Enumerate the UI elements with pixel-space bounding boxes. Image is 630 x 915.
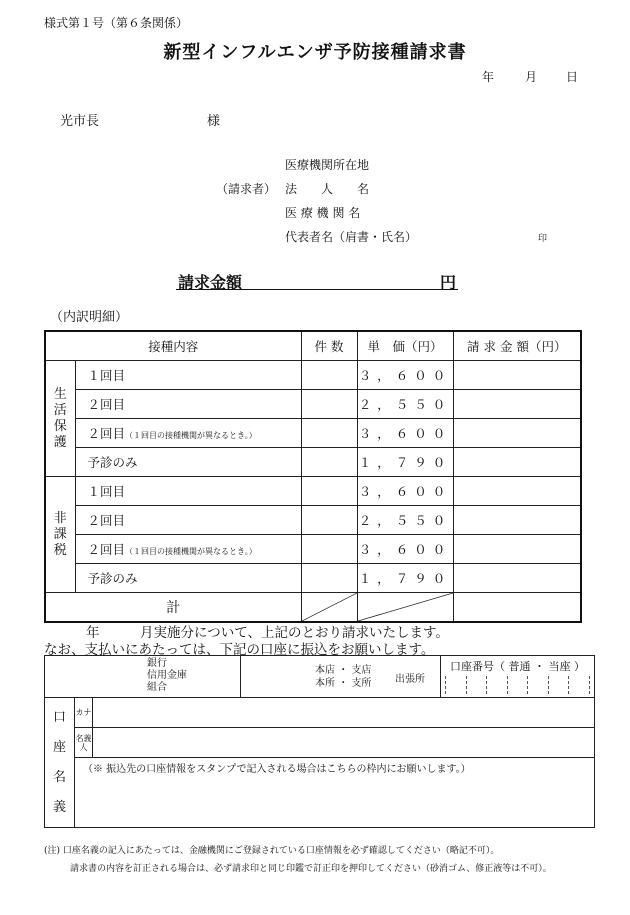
row-item: １回目	[75, 477, 301, 506]
breakdown-label: （内訳明細）	[50, 310, 129, 325]
detail-table	[44, 330, 582, 623]
account-number-cell[interactable]	[441, 656, 595, 698]
slash-line	[302, 593, 357, 621]
table-header-row	[45, 331, 581, 361]
row-item: ２回目（１回目の接種機関が異なるとき。）	[75, 419, 301, 448]
amount-cell[interactable]	[453, 361, 581, 390]
header-count: 件 数	[301, 331, 357, 361]
table-row	[45, 477, 581, 506]
total-count-slashed	[301, 593, 357, 623]
applicant-representative-label: 代表者名（肩書・氏名）	[285, 230, 418, 244]
statement-2: なお、支払いにあたっては、下記の口座に振込をお願いします。	[44, 642, 435, 658]
kana-row	[45, 698, 595, 728]
amount-underline	[176, 289, 458, 290]
applicant-label: （請求者）	[216, 182, 277, 196]
branch-extra: 出張所	[395, 674, 426, 685]
statement-1: 年 月実施分について、上記のとおり請求いたします。	[86, 625, 449, 641]
name-holder-label: 名義人	[75, 728, 93, 758]
bank-type-labels: 銀行 信用金庫 組合	[147, 658, 187, 693]
date-month: 月	[525, 70, 538, 84]
unit-price-cell: ３，６００	[357, 419, 453, 448]
group-label-tax-exempt: 非 課 税	[45, 477, 75, 593]
note-1: (注) 口座名義の記入にあたっては、金融機関にご登録されている口座情報を必ず確認してください（略記不可）。	[44, 846, 500, 856]
amount-label: 請求金額	[178, 273, 243, 292]
count-cell[interactable]	[301, 419, 357, 448]
amount-cell[interactable]	[453, 419, 581, 448]
unit-price-cell: １，７９０	[357, 564, 453, 593]
total-label: 計	[45, 593, 301, 623]
table-row	[45, 535, 581, 564]
table-row	[45, 419, 581, 448]
addressee-suffix: 様	[207, 114, 221, 129]
count-cell[interactable]	[301, 564, 357, 593]
account-digit-boxes	[445, 676, 590, 694]
name-input[interactable]	[93, 728, 595, 758]
row-item: １回目	[75, 361, 301, 390]
name-row	[45, 728, 595, 758]
kana-input[interactable]	[93, 698, 595, 728]
total-price-slashed	[357, 593, 453, 623]
count-cell[interactable]	[301, 361, 357, 390]
row-item: ２回目	[75, 390, 301, 419]
applicant-corporation-label: 法 人 名	[285, 182, 370, 196]
table-row	[45, 564, 581, 593]
amount-cell[interactable]	[453, 448, 581, 477]
bank-name-cell[interactable]	[45, 656, 241, 698]
count-cell[interactable]	[301, 448, 357, 477]
stamp-area[interactable]	[75, 758, 595, 828]
applicant-address-label: 医療機関所在地	[285, 158, 370, 172]
account-holder-side-label: 口 座 名 義	[45, 698, 75, 828]
unit-price-cell: ３，６００	[357, 477, 453, 506]
amount-cell[interactable]	[453, 535, 581, 564]
count-cell[interactable]	[301, 477, 357, 506]
table-row	[45, 390, 581, 419]
row-item: ２回目（１回目の接種機関が異なるとき。）	[75, 535, 301, 564]
kana-label: カナ	[75, 698, 93, 728]
header-content: 接種内容	[45, 331, 301, 361]
amount-cell[interactable]	[453, 506, 581, 535]
slash-line	[358, 593, 453, 621]
unit-price-cell: １，７９０	[357, 448, 453, 477]
bank-table	[44, 655, 595, 828]
unit-price-cell: ３，６００	[357, 361, 453, 390]
table-row	[45, 361, 581, 390]
date-year: 年	[482, 70, 495, 84]
row-note: （１回目の接種機関が異なるとき。）	[125, 431, 257, 440]
date-day: 日	[566, 70, 579, 84]
page-title: 新型インフルエンザ予防接種請求書	[163, 42, 467, 63]
group-label-welfare: 生 活 保 護	[45, 361, 75, 477]
total-row	[45, 593, 581, 623]
table-row	[45, 506, 581, 535]
amount-cell[interactable]	[453, 477, 581, 506]
stamp-note: （※ 振込先の口座情報をスタンプで記入される場合はこちらの枠内にお願いします。）	[83, 764, 471, 775]
count-cell[interactable]	[301, 506, 357, 535]
unit-price-cell: ２，５５０	[357, 506, 453, 535]
row-item: 予診のみ	[75, 448, 301, 477]
stamp-row	[45, 758, 595, 828]
table-row	[45, 448, 581, 477]
unit-price-cell: ２，５５０	[357, 390, 453, 419]
seal-mark: 印	[538, 234, 548, 244]
branch-labels: 本店 ・ 支店 本所 ・ 支所	[315, 665, 372, 689]
form-id: 様式第１号（第６条関係）	[44, 16, 189, 30]
note-2: 請求書の内容を訂正される場合は、必ず請求印と同じ印鑑で訂正印を押印してください（砂消ゴム、修正液等は不可）。	[70, 864, 552, 874]
row-note: （１回目の接種機関が異なるとき。）	[125, 547, 257, 556]
amount-cell[interactable]	[453, 390, 581, 419]
header-billing-amount: 請 求 金 額（円）	[453, 331, 581, 361]
unit-price-cell: ３，６００	[357, 535, 453, 564]
bank-row	[45, 656, 595, 698]
count-cell[interactable]	[301, 535, 357, 564]
account-header: 口座番号（ 普通 ・ 当座 ）	[450, 660, 586, 673]
branch-cell[interactable]	[241, 656, 441, 698]
applicant-institution-label: 医 療 機 関 名	[285, 206, 361, 220]
row-item: 予診のみ	[75, 564, 301, 593]
amount-unit: 円	[440, 273, 457, 292]
addressee-name: 光市長	[60, 114, 100, 129]
count-cell[interactable]	[301, 390, 357, 419]
amount-cell[interactable]	[453, 564, 581, 593]
header-unit-price: 単 価（円）	[357, 331, 453, 361]
row-item: ２回目	[75, 506, 301, 535]
total-amount-cell[interactable]	[453, 593, 581, 623]
